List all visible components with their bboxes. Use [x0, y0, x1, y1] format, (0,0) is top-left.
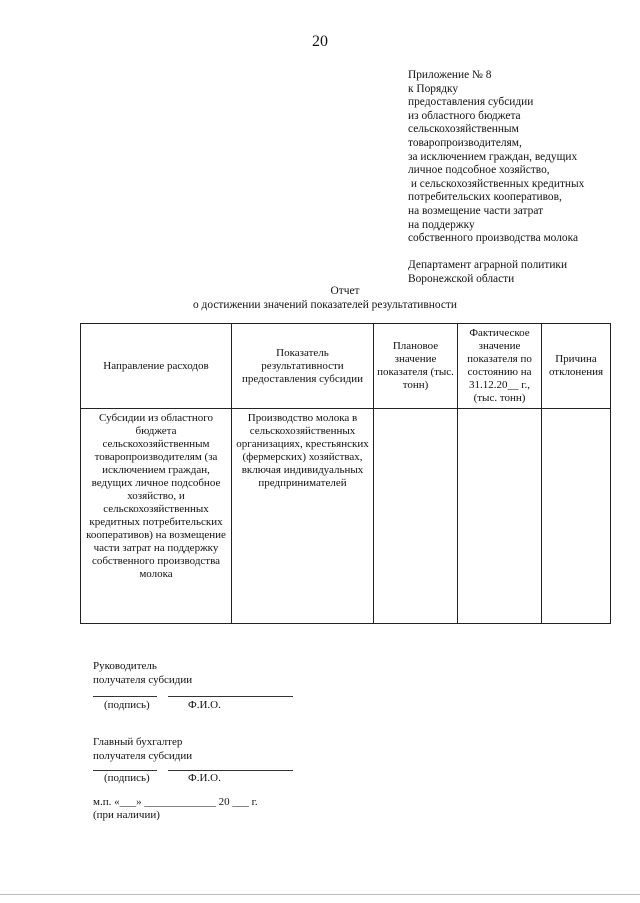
page-number: 20	[312, 33, 328, 50]
report-title-block	[0, 284, 640, 312]
appendix-line: за исключением граждан, ведущих	[408, 150, 578, 163]
department-line: Воронежской области	[408, 272, 515, 285]
header-cell-direction: Направление расходов	[81, 324, 232, 409]
cell-planned	[374, 409, 458, 624]
cell-indicator: Производство молока в сельскохозяйственных организациях, крестьянских (фермерских) хозяйствах, включая индивидуальных предпринимателей	[232, 409, 374, 624]
accountant-title-line1: Главный бухгалтер	[93, 736, 183, 748]
cell-reason	[542, 409, 611, 624]
appendix-line: Приложение № 8	[408, 69, 492, 81]
head-name-line	[168, 696, 293, 697]
appendix-line: на поддержку	[408, 218, 475, 231]
appendix-line: из областного бюджета	[408, 109, 521, 122]
appendix-line: потребительских кооперативов,	[408, 191, 562, 204]
head-title-line2: получателя субсидии	[93, 673, 193, 686]
header-cell-planned: Плановое значение показателя (тыс. тонн)	[374, 324, 458, 409]
appendix-line: на возмещение части затрат	[408, 204, 544, 217]
appendix-line: к Порядку	[408, 82, 459, 95]
appendix-line: сельскохозяйственным	[408, 123, 519, 136]
appendix-line: товаропроизводителям,	[408, 136, 522, 149]
bottom-rule	[0, 894, 640, 895]
header-cell-indicator: Показатель результативности предоставления субсидии	[232, 324, 374, 409]
report-table	[80, 323, 611, 624]
head-signature-title	[93, 660, 192, 687]
report-title: Отчет	[330, 285, 360, 297]
head-sign-label: (подпись)	[104, 699, 150, 711]
department-block	[408, 259, 567, 286]
stamp-line: м.п. «___» _____________ 20 ___ г.	[93, 796, 258, 808]
accountant-title-line2: получателя субсидии	[93, 749, 193, 762]
head-name-label: Ф.И.О.	[188, 699, 221, 711]
cell-direction: Субсидии из областного бюджета сельскохозяйственным товаропроизводителям (за исключением граждан, ведущих личное подсобное хозяйство, и сельскохозяйственных кредитных потребительских кооперативов) на возмещение части затрат на поддержку собственного производства молока	[81, 409, 232, 624]
stamp-note: (при наличии)	[93, 809, 160, 821]
appendix-line: предоставления субсидии	[408, 96, 534, 109]
report-subtitle: о достижении значений показателей результативности	[193, 299, 457, 311]
head-title-line1: Руководитель	[93, 660, 157, 672]
appendix-block	[408, 69, 584, 246]
head-signature-line	[93, 696, 157, 697]
header-cell-reason: Причина отклонения	[542, 324, 611, 409]
accountant-signature-line	[93, 770, 157, 771]
header-cell-actual: Фактическое значение показателя по состоянию на 31.12.20__ г., (тыс. тонн)	[458, 324, 542, 409]
appendix-line: и сельскохозяйственных кредитных	[408, 177, 585, 190]
accountant-name-label: Ф.И.О.	[188, 772, 221, 784]
appendix-line: личное подсобное хозяйство,	[408, 164, 550, 177]
table-header-row	[81, 324, 611, 409]
appendix-line: собственного производства молока	[408, 232, 579, 245]
accountant-name-line	[168, 770, 293, 771]
cell-actual	[458, 409, 542, 624]
accountant-sign-label: (подпись)	[104, 772, 150, 784]
table-row	[81, 409, 611, 624]
department-line: Департамент аграрной политики	[408, 259, 568, 271]
accountant-signature-title	[93, 736, 192, 763]
